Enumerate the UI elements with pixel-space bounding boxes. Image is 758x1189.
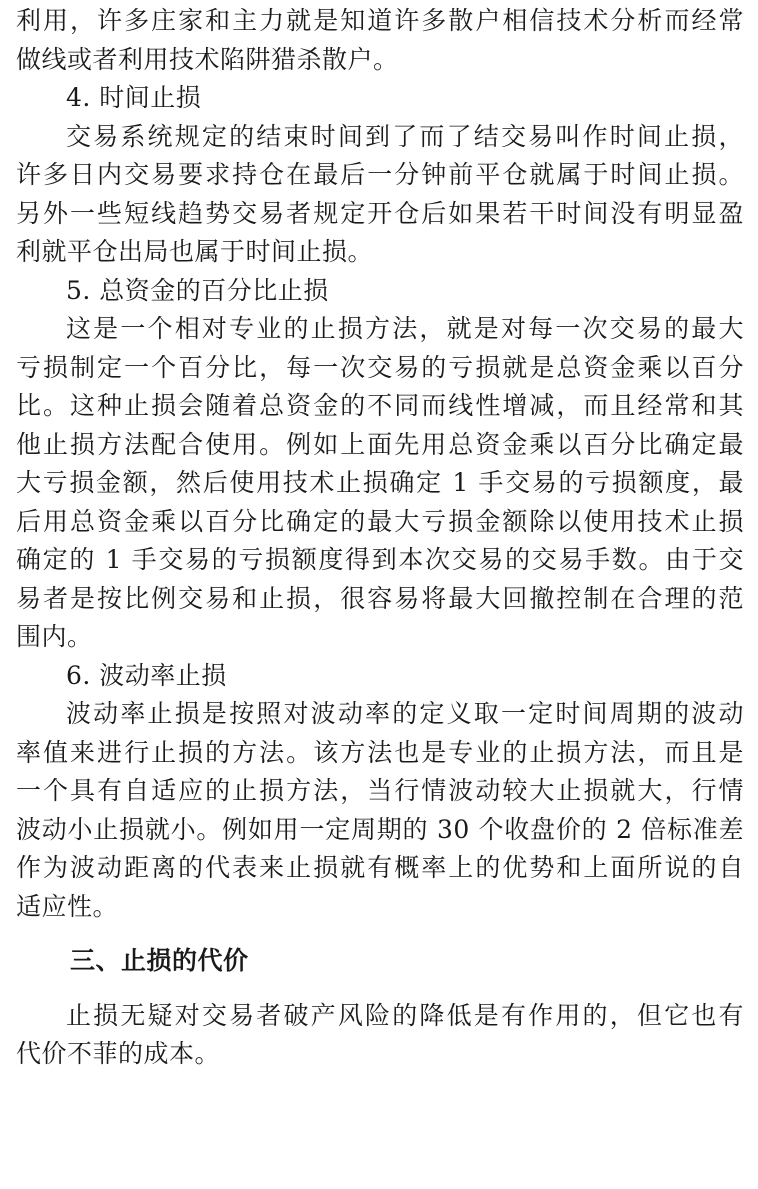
paragraph-line: 适应性。 — [16, 891, 119, 921]
paragraph-line: 作为波动距离的代表来止损就有概率上的优势和上面所说的自 — [16, 853, 744, 882]
paragraph-line: 围内。 — [16, 622, 93, 651]
paragraph-line: 亏损制定一个百分比，每一次交易的亏损就是总资金乘以百分 — [16, 352, 744, 382]
paragraph-line: 波动小止损就小。例如用一定周期的 30 个收盘价的 2 倍标准差 — [16, 814, 744, 844]
paragraph-line: 大亏损金额，然后使用技术止损确定 1 手交易的亏损额度，最 — [16, 468, 744, 497]
paragraph-line: 代价不菲的成本。 — [16, 1039, 221, 1068]
paragraph-line: 确定的 1 手交易的亏损额度得到本次交易的交易手数。由于交 — [16, 545, 744, 574]
paragraph-line: 交易系统规定的结束时间到了而了结交易叫作时间止损， — [66, 121, 744, 151]
paragraph-line: 许多日内交易要求持仓在最后一分钟前平仓就属于时间止损。 — [16, 160, 744, 189]
paragraph-line: 止损无疑对交易者破产风险的降低是有作用的，但它也有 — [66, 1000, 744, 1030]
paragraph-line: 波动率止损是按照对波动率的定义取一定时间周期的波动 — [66, 699, 744, 728]
section-title-volatility-stop: 6. 波动率止损 — [66, 660, 227, 690]
paragraph-line: 利用，许多庄家和主力就是知道许多散户相信技术分析而经常 — [16, 6, 744, 35]
paragraph-line: 他止损方法配合使用。例如上面先用总资金乘以百分比确定最 — [16, 429, 744, 459]
paragraph-line: 后用总资金乘以百分比确定的最大亏损金额除以使用技术止损 — [16, 506, 744, 536]
paragraph-line: 一个具有自适应的止损方法，当行情波动较大止损就大，行情 — [16, 776, 744, 805]
section-title-time-stop: 4. 时间止损 — [66, 83, 202, 112]
paragraph-line: 易者是按比例交易和止损，很容易将最大回撤控制在合理的范 — [16, 583, 744, 613]
paragraph-line: 这是一个相对专业的止损方法，就是对每一次交易的最大 — [66, 314, 744, 343]
paragraph-line: 比。这种止损会随着总资金的不同而线性增减，而且经常和其 — [16, 391, 744, 420]
paragraph-line: 率值来进行止损的方法。该方法也是专业的止损方法，而且是 — [16, 737, 744, 767]
section-title-percent-stop: 5. 总资金的百分比止损 — [66, 275, 329, 305]
paragraph-line: 做线或者利用技术陷阱猎杀散户。 — [16, 44, 399, 74]
paragraph-line: 另外一些短线趋势交易者规定开仓后如果若干时间没有明显盈 — [16, 198, 744, 228]
chapter-heading-stop-cost: 三、止损的代价 — [70, 946, 249, 975]
paragraph-line: 利就平仓出局也属于时间止损。 — [16, 237, 374, 266]
